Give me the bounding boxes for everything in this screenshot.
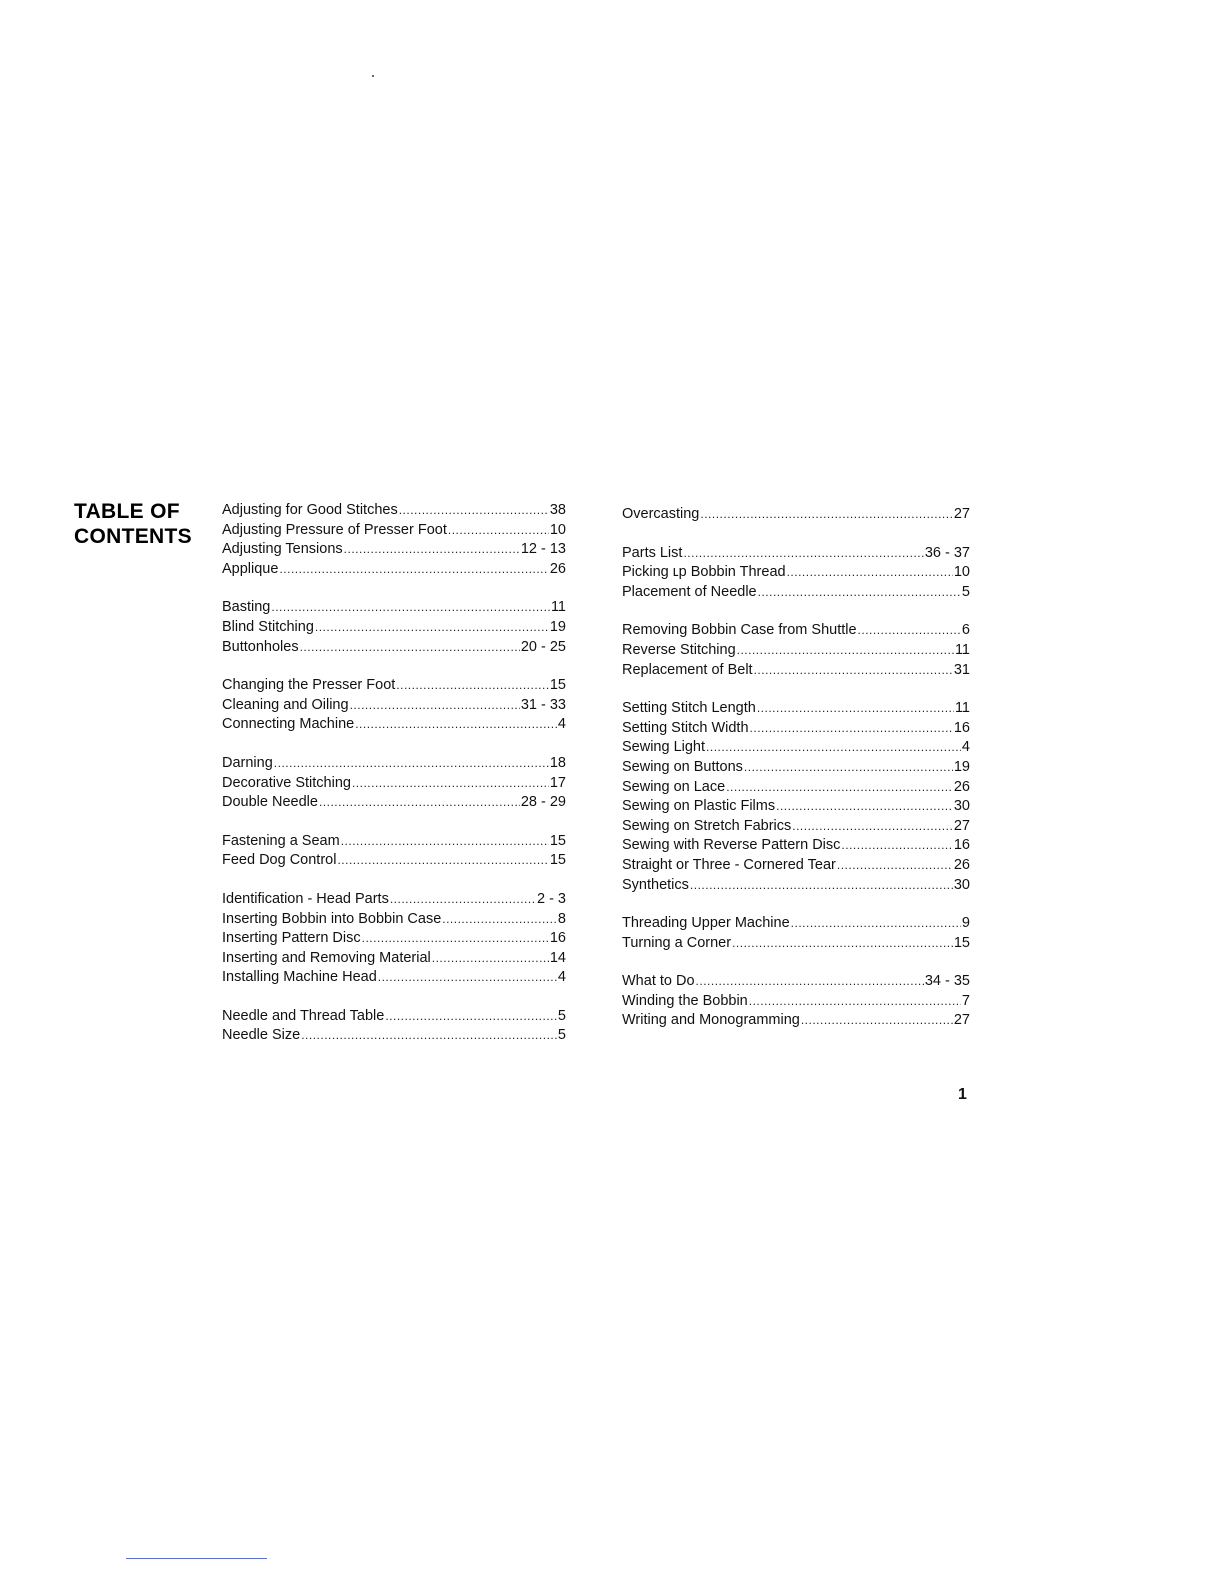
toc-entry[interactable]	[222, 501, 566, 521]
toc-entry[interactable]	[222, 598, 566, 618]
toc-entry-page: 18	[549, 754, 566, 771]
toc-entry-title: Overcasting	[622, 506, 700, 522]
dot-leader	[757, 699, 954, 719]
toc-entry-page: 4	[961, 739, 970, 756]
toc-entry-title: Darning	[222, 754, 273, 771]
toc-entry-title: Double Needle	[222, 794, 318, 811]
toc-entry-page: 36 - 37	[924, 544, 970, 561]
dot-leader	[301, 1026, 557, 1046]
dot-leader	[706, 738, 961, 758]
toc-entry-title: Reverse Stitching	[622, 641, 736, 658]
toc-entry-title: Feed Dog Control	[222, 852, 337, 869]
toc-entry[interactable]	[222, 676, 566, 696]
toc-entry-page: 30	[953, 876, 970, 893]
toc-entry-title: Blind Stitching	[222, 618, 314, 635]
toc-entry-page: 31	[953, 661, 970, 678]
toc-entry-title: What to Do	[622, 973, 695, 990]
dot-leader	[700, 505, 952, 525]
toc-entry-title: Sewing with Reverse Pattern Disc	[622, 837, 841, 854]
dot-leader	[737, 641, 954, 661]
toc-entry-title: Sewing on Lace	[622, 778, 726, 795]
toc-entry-page: 12 - 13	[520, 541, 566, 558]
dot-leader	[750, 719, 953, 739]
toc-entry-page: 26	[953, 856, 970, 873]
dot-leader	[350, 696, 520, 716]
dot-leader	[399, 501, 549, 521]
dot-leader	[792, 817, 953, 837]
toc-entry-title: Sewing Light	[622, 739, 706, 756]
toc-group	[222, 676, 566, 735]
toc-entry-page: 4	[557, 716, 566, 733]
toc-entry[interactable]	[622, 836, 970, 856]
toc-entry-title: Buttonholes	[222, 638, 299, 655]
toc-entry-title: Adjusting for Good Stitches	[222, 502, 398, 518]
toc-entry-page: 5	[557, 1027, 566, 1044]
toc-entry-title: Inserting Pattern Disc	[222, 930, 361, 947]
toc-entry-page: 26	[549, 560, 566, 577]
toc-entry-title: Connecting Machine	[222, 716, 355, 733]
toc-entry[interactable]	[222, 638, 566, 658]
toc-entry[interactable]	[222, 715, 566, 735]
toc-entry-page: 16	[953, 719, 970, 736]
toc-entry[interactable]	[222, 754, 566, 774]
dot-leader	[352, 774, 549, 794]
toc-entry-page: 26	[953, 778, 970, 795]
scan-speck	[372, 75, 374, 77]
toc-entry-title: Installing Machine Head	[222, 969, 377, 986]
dot-leader	[315, 618, 549, 638]
toc-entry[interactable]	[222, 696, 566, 716]
toc-entry-page: 15	[549, 852, 566, 869]
dot-leader	[754, 661, 953, 681]
dot-leader	[749, 992, 961, 1012]
toc-entry-title: Basting	[222, 599, 271, 616]
toc-entry-title: Adjusting Pressure of Presser Foot	[222, 521, 447, 538]
toc-entry-title: Synthetics	[622, 876, 689, 893]
toc-entry-title: Decorative Stitching	[222, 774, 351, 791]
toc-entry-page: 16	[549, 930, 566, 947]
toc-group	[222, 754, 566, 813]
toc-entry-title: Changing the Presser Foot	[222, 677, 396, 694]
toc-group	[622, 505, 970, 525]
toc-entry-page: 34 - 35	[924, 973, 970, 990]
dot-leader	[274, 754, 549, 774]
toc-entry[interactable]	[622, 856, 970, 876]
dot-leader	[776, 797, 953, 817]
toc-entry[interactable]	[222, 968, 566, 988]
dot-leader	[841, 836, 952, 856]
toc-entry-page: 5	[557, 1007, 566, 1024]
toc-entry-page: 15	[549, 677, 566, 694]
toc-entry-title: Fastening a Seam	[222, 832, 340, 849]
dot-leader	[355, 715, 557, 735]
toc-entry-page: 2 - 3	[536, 890, 566, 907]
dot-leader	[448, 521, 549, 541]
toc-entry[interactable]	[222, 793, 566, 813]
dot-leader	[344, 540, 520, 560]
toc-entry[interactable]	[622, 661, 970, 681]
dot-leader	[279, 560, 548, 580]
toc-entry[interactable]	[622, 699, 970, 719]
toc-entry[interactable]	[222, 1026, 566, 1046]
dot-leader	[442, 910, 557, 930]
toc-entry-page: 11	[550, 599, 566, 616]
toc-entry[interactable]	[622, 583, 970, 603]
toc-entry-title: Turning a Corner	[622, 934, 732, 951]
toc-group	[222, 1007, 566, 1046]
dot-leader	[385, 1007, 557, 1027]
toc-entry-page: 27	[953, 817, 970, 834]
toc-entry-page: 11	[954, 641, 970, 658]
toc-entry-title: Adjusting Tensions	[222, 541, 343, 558]
toc-entry[interactable]	[622, 934, 970, 954]
dot-leader	[801, 1011, 953, 1031]
footer-rule	[126, 1558, 267, 1559]
toc-entry-title: Removing Bobbin Case from Shuttle	[622, 622, 857, 639]
dot-leader	[390, 890, 536, 910]
toc-entry[interactable]	[222, 1007, 566, 1027]
toc-entry-title: Picking ʟp Bobbin Thread	[622, 564, 786, 581]
toc-entry[interactable]	[622, 758, 970, 778]
dot-leader	[396, 676, 549, 696]
toc-entry-title: Inserting and Removing Material	[222, 949, 431, 966]
toc-group	[622, 699, 970, 895]
toc-entry-title: Winding the Bobbin	[622, 992, 748, 1009]
toc-entry[interactable]	[622, 1011, 970, 1031]
toc-entry[interactable]	[222, 910, 566, 930]
heading-line-2: CONTENTS	[74, 525, 192, 548]
dot-leader	[696, 972, 924, 992]
toc-entry[interactable]	[222, 774, 566, 794]
toc-entry-page: 31 - 33	[520, 696, 566, 713]
toc-entry-title: Sewing on Plastic Films	[622, 798, 776, 815]
toc-group	[222, 832, 566, 871]
dot-leader	[791, 914, 961, 934]
toc-entry[interactable]	[222, 890, 566, 910]
toc-entry[interactable]	[622, 719, 970, 739]
toc-group	[222, 890, 566, 988]
toc-entry[interactable]	[622, 876, 970, 896]
toc-entry[interactable]	[622, 972, 970, 992]
heading-line-1: TABLE OF	[74, 500, 180, 523]
toc-entry[interactable]	[222, 560, 566, 580]
toc-entry[interactable]	[622, 992, 970, 1012]
toc-entry-page: 5	[961, 583, 970, 600]
dot-leader	[683, 544, 923, 564]
dot-leader	[300, 638, 520, 658]
toc-entry-title: Placement of Needle	[622, 583, 757, 600]
toc-entry-page: 27	[953, 1012, 970, 1029]
toc-entry-title: Needle and Thread Table	[222, 1007, 385, 1024]
toc-entry[interactable]	[622, 621, 970, 641]
toc-entry-title: Needle Size	[222, 1027, 301, 1044]
toc-entry-page: 11	[954, 700, 970, 717]
toc-entry[interactable]	[222, 949, 566, 969]
toc-entry-page: 10	[549, 521, 566, 538]
toc-entry-page: 16	[953, 837, 970, 854]
dot-leader	[787, 563, 953, 583]
toc-entry-title: Straight or Three - Cornered Tear	[622, 856, 836, 873]
dot-leader	[378, 968, 557, 988]
dot-leader	[858, 621, 961, 641]
toc-entry[interactable]	[222, 851, 566, 871]
toc-entry[interactable]	[222, 540, 566, 560]
toc-entry-title: Replacement of Belt	[622, 661, 753, 678]
toc-entry[interactable]	[622, 914, 970, 934]
toc-entry-title: Threading Upper Machine	[622, 915, 790, 932]
toc-entry-page: 19	[953, 758, 970, 775]
toc-entry-title: Cleaning and Oiling	[222, 696, 349, 713]
toc-entry[interactable]	[622, 778, 970, 798]
toc-entry-page: 27	[953, 506, 970, 522]
toc-entry[interactable]	[222, 832, 566, 852]
dot-leader	[758, 583, 961, 603]
toc-entry[interactable]	[622, 797, 970, 817]
dot-leader	[271, 598, 550, 618]
toc-entry-title: Identification - Head Parts	[222, 890, 389, 907]
dot-leader	[432, 949, 549, 969]
dot-leader	[319, 793, 520, 813]
toc-column-right	[622, 505, 970, 1050]
toc-entry[interactable]	[222, 521, 566, 541]
toc-entry[interactable]	[622, 544, 970, 564]
toc-group	[222, 501, 566, 579]
toc-group	[622, 914, 970, 953]
toc-entry[interactable]	[622, 505, 970, 525]
toc-entry[interactable]	[622, 563, 970, 583]
toc-entry-page: 38	[549, 502, 566, 518]
toc-entry-title: Applique	[222, 560, 279, 577]
toc-group	[622, 544, 970, 603]
toc-group	[622, 621, 970, 680]
toc-entry-page: 30	[953, 798, 970, 815]
page-number: 1	[958, 1086, 967, 1103]
toc-entry-page: 9	[961, 915, 970, 932]
toc-entry-page: 20 - 25	[520, 638, 566, 655]
toc-column-left	[222, 501, 566, 1065]
toc-entry-page: 15	[549, 832, 566, 849]
toc-entry-page: 17	[549, 774, 566, 791]
section-heading	[74, 499, 192, 549]
dot-leader	[341, 832, 549, 852]
toc-entry-page: 7	[961, 992, 970, 1009]
toc-entry[interactable]	[622, 641, 970, 661]
dot-leader	[837, 856, 953, 876]
toc-entry-page: 14	[549, 949, 566, 966]
toc-group	[622, 972, 970, 1031]
dot-leader	[732, 934, 953, 954]
toc-entry[interactable]	[622, 738, 970, 758]
toc-entry-title: Inserting Bobbin into Bobbin Case	[222, 910, 442, 927]
toc-entry-page: 6	[961, 622, 970, 639]
toc-entry-page: 19	[549, 618, 566, 635]
toc-entry-page: 4	[557, 969, 566, 986]
dot-leader	[744, 758, 953, 778]
toc-entry[interactable]	[222, 618, 566, 638]
toc-entry-title: Sewing on Stretch Fabrics	[622, 817, 792, 834]
dot-leader	[362, 929, 549, 949]
toc-entry-page: 8	[557, 910, 566, 927]
dot-leader	[690, 876, 953, 896]
dot-leader	[337, 851, 548, 871]
toc-entry-title: Writing and Monogramming	[622, 1012, 800, 1029]
toc-entry-page: 10	[953, 564, 970, 581]
toc-entry-page: 15	[953, 934, 970, 951]
toc-entry[interactable]	[222, 929, 566, 949]
toc-entry-title: Setting Stitch Width	[622, 719, 749, 736]
toc-group	[222, 598, 566, 657]
toc-entry-title: Parts List	[622, 544, 683, 561]
toc-entry[interactable]	[622, 817, 970, 837]
toc-entry-page: 28 - 29	[520, 794, 566, 811]
toc-entry-title: Setting Stitch Length	[622, 700, 756, 717]
dot-leader	[726, 778, 953, 798]
toc-entry-title: Sewing on Buttons	[622, 758, 743, 775]
